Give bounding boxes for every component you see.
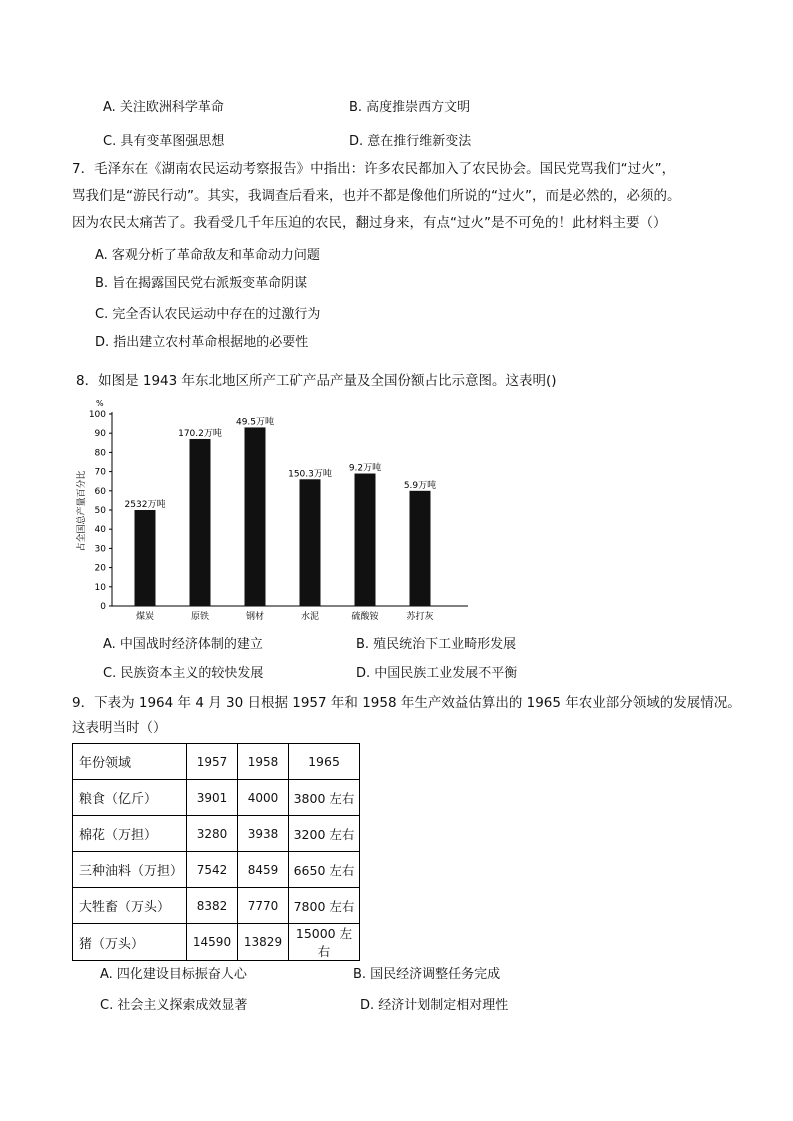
x-category-label: 苏打灰 (406, 612, 434, 622)
q9-stem-line1: 9．下表为 1964 年 4 月 30 日根据 1957 年和 1958 年生产效益估算出的 1965 年农业部分领域的发展情况。 (72, 695, 741, 711)
q7-stem-line2: 骂我们是“游民行动”。其实，我调查后看来，也并不都是像他们所说的“过火”，而是必然的，必须的。 (72, 188, 681, 204)
table-cell: 三种油料（万担） (73, 852, 187, 888)
q9-option-c[interactable]: C. 社会主义探索成效显著 (100, 998, 248, 1013)
table-cell: 7542 (187, 852, 238, 888)
bar (355, 474, 376, 606)
y-tick-label: 0 (100, 602, 106, 612)
table-cell: 8382 (187, 888, 238, 924)
q9-option-b[interactable]: B. 国民经济调整任务完成 (353, 967, 501, 982)
y-tick-label: 40 (94, 525, 106, 536)
y-axis-title: 占全国总产量百分比 (77, 470, 87, 552)
table-cell: 大牲畜（万头） (73, 888, 187, 924)
bar-value-label: 2532万吨 (124, 500, 166, 510)
q7-option-b[interactable]: B. 旨在揭露国民党右派叛变革命阴谋 (95, 276, 308, 291)
table-cell: 棉花（万担） (73, 816, 187, 852)
table-row (73, 888, 360, 924)
q6-option-c[interactable]: C. 具有变革图强思想 (103, 134, 225, 149)
q8-stem: 8．如图是 1943 年东北地区所产工矿产品产量及全国份额占比示意图。这表明() (76, 373, 557, 389)
q7-option-c[interactable]: C. 完全否认农民运动中存在的过激行为 (95, 307, 321, 322)
bar (190, 439, 211, 606)
q7-option-d[interactable]: D. 指出建立农村革命根据地的必要性 (95, 335, 309, 350)
table-header-cell: 年份领域 (73, 744, 187, 780)
bar (135, 510, 156, 606)
x-category-label: 水泥 (300, 612, 320, 622)
x-category-label: 原铁 (190, 612, 210, 622)
y-tick-label: 20 (94, 563, 106, 574)
table-cell: 3280 (187, 816, 238, 852)
bar-value-label: 49.5万吨 (235, 417, 275, 428)
table-header-cell: 1965 (289, 744, 360, 780)
table-cell: 3901 (187, 780, 238, 816)
q9-stem-line2: 这表明当时（） (72, 720, 167, 736)
bar-value-label: 170.2万吨 (178, 428, 222, 439)
q9-option-a[interactable]: A. 四化建设目标振奋人心 (100, 967, 247, 982)
x-category-label: 钢材 (245, 612, 265, 622)
y-tick-label: 50 (94, 506, 106, 516)
table-cell: 13829 (238, 924, 289, 961)
x-category-label: 煤炭 (135, 612, 155, 622)
table-cell: 15000 左右 (289, 924, 360, 961)
table-cell: 6650 左右 (289, 852, 360, 888)
q7-stem-line1: 7．毛泽东在《湖南农民运动考察报告》中指出：许多农民都加入了农民协会。国民党骂我们“过火”， (72, 161, 676, 177)
y-tick-label: 10 (94, 582, 106, 593)
q6-option-b[interactable]: B. 高度推崇西方文明 (349, 100, 471, 115)
table-cell: 7770 (238, 888, 289, 924)
q9-option-d[interactable]: D. 经济计划制定相对理性 (360, 998, 509, 1013)
table-cell: 3800 左右 (289, 780, 360, 816)
bar-chart (76, 396, 476, 626)
y-tick-label: 30 (94, 544, 106, 555)
q8-option-b[interactable]: B. 殖民统治下工业畸形发展 (356, 637, 517, 652)
table-cell: 3200 左右 (289, 816, 360, 852)
table-cell: 3938 (238, 816, 289, 852)
table-row (73, 852, 360, 888)
y-tick-label: 90 (94, 429, 106, 440)
q7-option-a[interactable]: A. 客观分析了革命敌友和革命动力问题 (95, 248, 320, 263)
table-cell: 8459 (238, 852, 289, 888)
x-category-label: 硫酸铵 (351, 612, 379, 622)
table-cell: 猪（万头） (73, 924, 187, 961)
y-tick-label: 70 (94, 467, 106, 478)
table-header-cell: 1958 (238, 744, 289, 780)
table-header-row (73, 744, 360, 780)
y-tick-label: 60 (94, 486, 106, 497)
bar-value-label: 150.3万吨 (288, 469, 332, 480)
table-cell: 7800 左右 (289, 888, 360, 924)
bar (245, 427, 266, 606)
bar-value-label: 5.9万吨 (403, 480, 437, 491)
q6-option-d[interactable]: D. 意在推行维新变法 (349, 134, 472, 149)
q7-stem-line3: 因为农民太痛苦了。我看受几千年压迫的农民，翻过身来，有点“过火”是不可免的！此材料主要（） (72, 215, 667, 231)
q8-option-a[interactable]: A. 中国战时经济体制的建立 (103, 637, 263, 652)
production-table (72, 743, 360, 961)
table-cell: 粮食（亿斤） (73, 780, 187, 816)
bar-value-label: 9.2万吨 (348, 463, 382, 474)
q8-option-d[interactable]: D. 中国民族工业发展不平衡 (356, 666, 518, 681)
table-cell: 4000 (238, 780, 289, 816)
q8-option-c[interactable]: C. 民族资本主义的较快发展 (103, 666, 264, 681)
y-tick-label: 80 (94, 448, 106, 459)
table-cell: 14590 (187, 924, 238, 961)
table-row (73, 780, 360, 816)
q6-option-a[interactable]: A. 关注欧洲科学革命 (103, 100, 224, 115)
bar (410, 491, 431, 606)
y-tick-label: 100 (88, 410, 106, 420)
bar (300, 479, 321, 606)
table-row (73, 816, 360, 852)
table-header-cell: 1957 (187, 744, 238, 780)
y-unit-label: % (96, 399, 104, 408)
table-row (73, 924, 360, 961)
